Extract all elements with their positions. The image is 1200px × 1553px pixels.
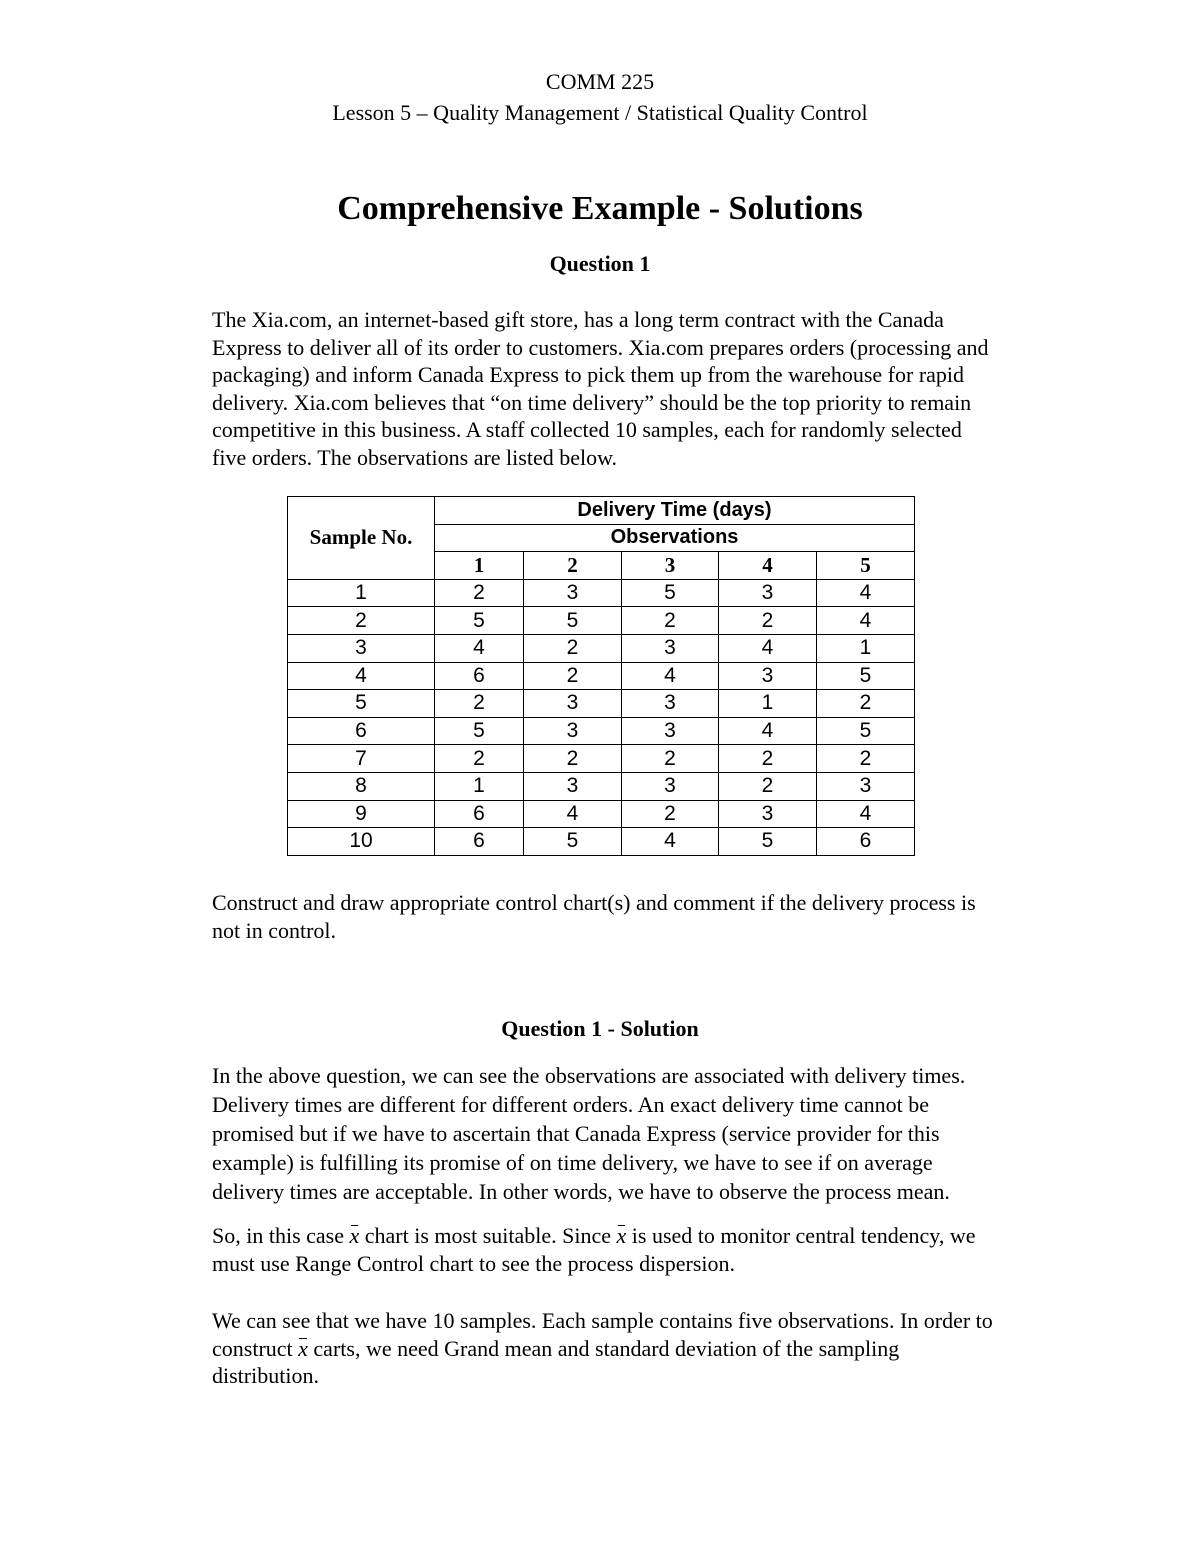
observation-cell: 3 (524, 717, 622, 745)
sample-number-cell: 2 (288, 607, 435, 635)
observation-cell: 4 (622, 662, 719, 690)
text-line (212, 1222, 1062, 1250)
observation-cell: 2 (524, 662, 622, 690)
observation-cell: 3 (524, 772, 622, 800)
text-line: must use Range Control chart to see the process dispersion. (212, 1250, 736, 1276)
observation-cell: 1 (435, 772, 524, 800)
delivery-time-table (287, 496, 915, 856)
course-code: COMM 225 (545, 69, 655, 94)
text-line: delivery times are acceptable. In other words, we have to observe the process mean. (212, 1179, 950, 1204)
observation-cell: 3 (817, 772, 915, 800)
table-row (288, 717, 915, 745)
question-1-heading: Question 1 (549, 251, 651, 276)
column-header: 2 (524, 552, 622, 580)
observation-cell: 3 (719, 662, 817, 690)
observation-cell: 1 (817, 634, 915, 662)
question-1-intro (212, 306, 1062, 471)
text-line: We can see that we have 10 samples. Each sample contains five observations. In order to (212, 1308, 993, 1333)
text-line: five orders. The observations are listed below. (212, 444, 618, 470)
observation-cell: 4 (524, 800, 622, 828)
observation-cell: 5 (719, 828, 817, 856)
observation-cell: 2 (435, 745, 524, 773)
x-bar-symbol: x (298, 1335, 308, 1361)
column-header: 5 (817, 552, 915, 580)
sample-number-cell: 10 (288, 828, 435, 856)
observation-cell: 5 (817, 662, 915, 690)
observation-cell: 6 (435, 662, 524, 690)
observation-cell: 2 (435, 579, 524, 607)
observation-cell: 4 (817, 800, 915, 828)
sample-number-cell: 8 (288, 772, 435, 800)
sample-number-cell: 3 (288, 634, 435, 662)
text-line: competitive in this business. A staff collected 10 samples, each for randomly selected (212, 417, 962, 442)
observation-cell: 3 (622, 690, 719, 718)
text-run: construct (212, 1335, 299, 1361)
text-line: packaging) and inform Canada Express to pick them up from the warehouse for rapid (212, 362, 965, 387)
observation-cell: 2 (817, 745, 915, 773)
observation-cell: 5 (524, 828, 622, 856)
observations-header: Observations (435, 524, 915, 552)
solution-paragraph-1 (212, 1061, 1062, 1206)
observation-cell: 4 (817, 579, 915, 607)
column-header: 1 (435, 552, 524, 580)
observation-cell: 5 (435, 717, 524, 745)
sample-number-cell: 9 (288, 800, 435, 828)
text-run: carts, we need Grand mean and standard deviation of the sampling (307, 1335, 900, 1361)
solution-heading: Question 1 - Solution (501, 1016, 699, 1041)
solution-paragraph-3 (212, 1307, 1062, 1390)
delivery-time-header: Delivery Time (days) (435, 497, 915, 525)
observation-cell: 4 (817, 607, 915, 635)
sample-number-cell: 5 (288, 690, 435, 718)
observation-cell: 2 (622, 607, 719, 635)
sample-number-cell: 6 (288, 717, 435, 745)
table-row (288, 690, 915, 718)
table-row (288, 607, 915, 635)
observation-cell: 2 (622, 745, 719, 773)
column-header: 4 (719, 552, 817, 580)
observation-cell: 3 (524, 690, 622, 718)
table-row (288, 800, 915, 828)
text-line: not in control. (212, 917, 337, 943)
observation-cell: 3 (622, 717, 719, 745)
observation-cell: 5 (622, 579, 719, 607)
observation-cell: 2 (524, 745, 622, 773)
observation-cell: 3 (622, 772, 719, 800)
document-title: Comprehensive Example - Solutions (337, 190, 863, 227)
observation-cell: 4 (719, 634, 817, 662)
text-line: Construct and draw appropriate control chart(s) and comment if the delivery process is (212, 890, 976, 915)
text-line: The Xia.com, an internet-based gift store, has a long term contract with the Canada (212, 307, 944, 332)
observation-cell: 4 (719, 717, 817, 745)
observation-cell: 2 (719, 607, 817, 635)
x-bar-symbol: x (616, 1223, 627, 1248)
table-row (288, 772, 915, 800)
observation-cell: 6 (817, 828, 915, 856)
observation-cell: 3 (719, 579, 817, 607)
sample-number-cell: 1 (288, 579, 435, 607)
sample-number-cell: 4 (288, 662, 435, 690)
text-run: chart is most suitable. Since (359, 1223, 617, 1248)
observation-cell: 4 (435, 634, 524, 662)
observation-cell: 5 (435, 607, 524, 635)
observation-cell: 2 (719, 772, 817, 800)
text-line: delivery. Xia.com believes that “on time delivery” should be the top priority to remain (212, 389, 972, 415)
page-header (0, 66, 1200, 128)
text-line: Delivery times are different for different orders. An exact delivery time cannot be (212, 1092, 929, 1117)
solution-paragraph-2 (212, 1222, 1062, 1277)
question-1-task (212, 889, 1062, 944)
observation-cell: 3 (524, 579, 622, 607)
observation-cell: 3 (622, 634, 719, 662)
sample-no-header: Sample No. (288, 497, 435, 580)
lesson-title: Lesson 5 – Quality Management / Statistical Quality Control (332, 100, 868, 125)
text-line (212, 1335, 1062, 1363)
observation-cell: 2 (622, 800, 719, 828)
observation-cell: 5 (524, 607, 622, 635)
text-run: So, in this case (212, 1223, 350, 1248)
table-row (288, 828, 915, 856)
observation-cell: 1 (719, 690, 817, 718)
text-run: is used to monitor central tendency, we (626, 1223, 976, 1248)
text-line: distribution. (212, 1363, 319, 1388)
observation-cell: 5 (817, 717, 915, 745)
text-line: example) is fulfilling its promise of on time delivery, we have to see if on average (212, 1150, 933, 1175)
text-line: Express to deliver all of its order to customers. Xia.com prepares orders (processing and (212, 334, 989, 360)
table-row (288, 579, 915, 607)
observation-cell: 2 (817, 690, 915, 718)
observation-cell: 2 (435, 690, 524, 718)
sample-number-cell: 7 (288, 745, 435, 773)
observation-cell: 2 (524, 634, 622, 662)
table-body (288, 579, 915, 855)
observation-cell: 6 (435, 800, 524, 828)
text-line: promised but if we have to ascertain that Canada Express (service provider for this (212, 1121, 940, 1146)
observation-cell: 3 (719, 800, 817, 828)
table-row (288, 662, 915, 690)
table-row (288, 634, 915, 662)
table-row (288, 745, 915, 773)
column-header: 3 (622, 552, 719, 580)
x-bar-symbol: x (349, 1223, 360, 1248)
observation-cell: 6 (435, 828, 524, 856)
observation-cell: 2 (719, 745, 817, 773)
observation-cell: 4 (622, 828, 719, 856)
text-line: In the above question, we can see the observations are associated with delivery times. (212, 1063, 966, 1088)
